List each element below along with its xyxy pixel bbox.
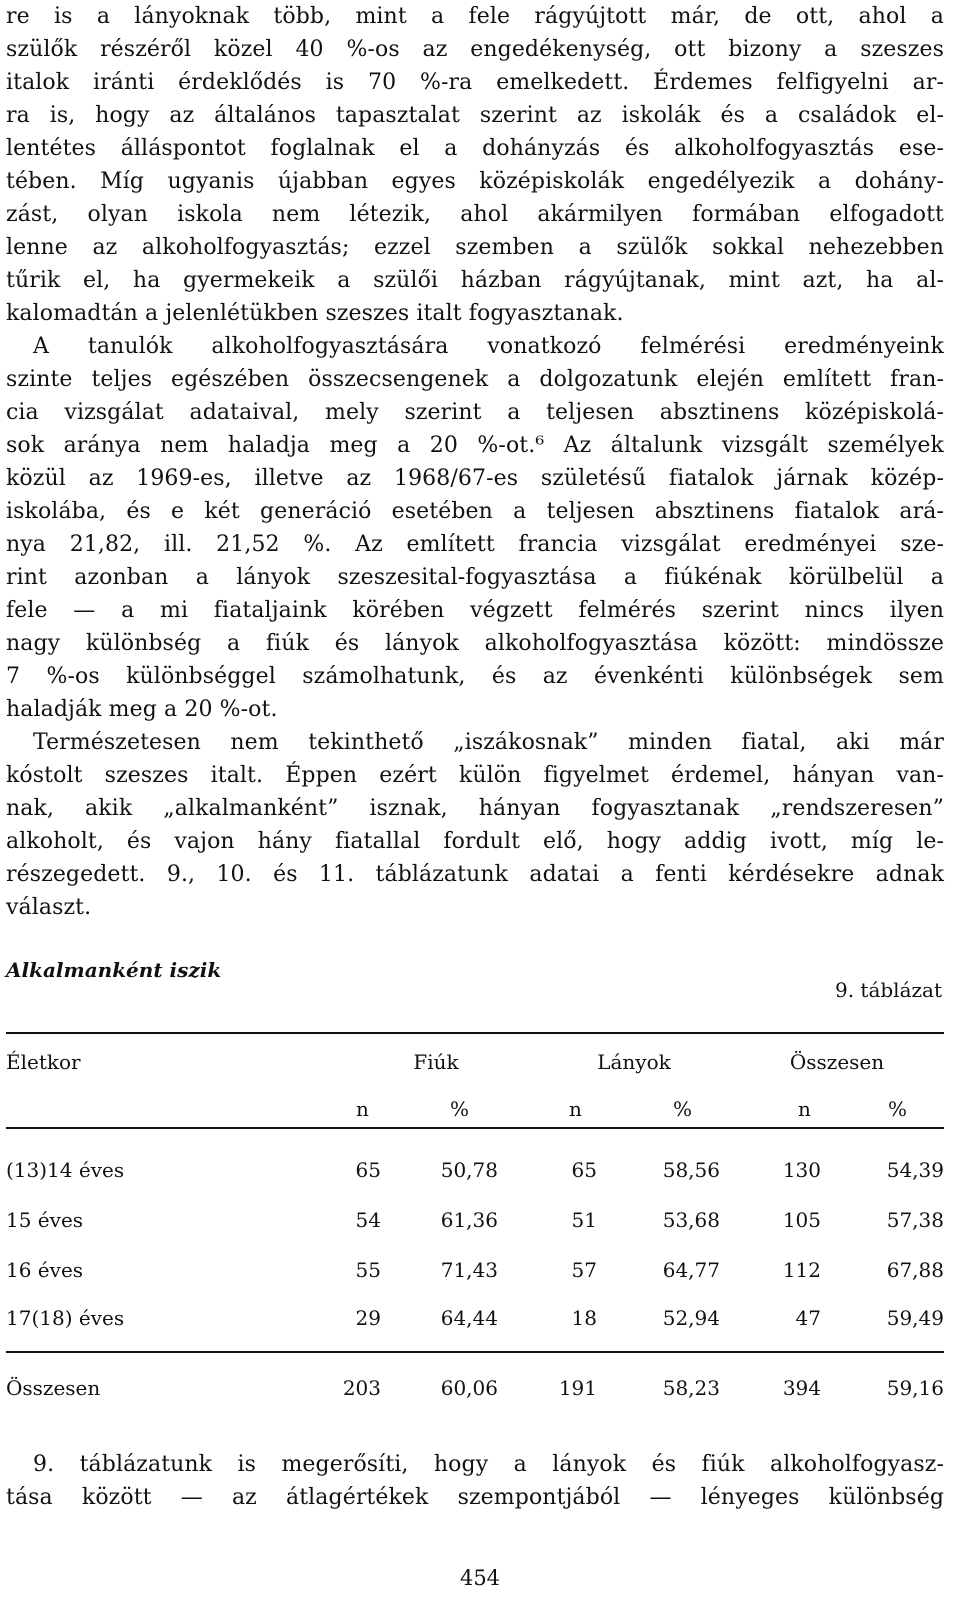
table-cell: 57 (571, 1258, 597, 1282)
text-line: ra is, hogy az általános tapasztalat szerint az iskolák és a családok el- (6, 103, 944, 128)
row-label: (13)14 éves (6, 1158, 125, 1182)
text-line: tása között — az átlagértékek szempontjából — lényeges különbség (6, 1485, 944, 1510)
text-line: nak, akik „alkalmanként” isznak, hányan fogyasztanak „rendszeresen” (6, 796, 944, 821)
table-cell: 59,49 (886, 1306, 944, 1330)
table-cell: 58,56 (662, 1158, 720, 1182)
text-line: rint azonban a lányok szeszesital-fogyasztása a fiúkénak körülbelül a (6, 565, 944, 590)
header-sub-n: n (569, 1097, 582, 1121)
row-label: 15 éves (6, 1208, 84, 1232)
table-header-rule (6, 1127, 944, 1129)
table-top-rule (6, 1032, 944, 1034)
text-line: közül az 1969-es, illetve az 1968/67-es születésű fiatalok járnak közép- (6, 466, 944, 491)
table-cell: 112 (782, 1258, 821, 1282)
paragraph-3 (6, 726, 944, 924)
text-line: A tanulók alkoholfogyasztására vonatkozó felmérési eredményeink (33, 334, 944, 359)
text-line: szinte teljes egészében összecsengenek a dolgozatunk elején említett fran- (6, 367, 944, 392)
total-cell: 394 (782, 1376, 821, 1400)
paragraph-2 (6, 330, 944, 726)
header-sub-pct: % (888, 1097, 908, 1121)
table-cell: 65 (571, 1158, 597, 1182)
text-line: kalomadtán a jelenlétükben szeszes italt fogyasztanak. (6, 301, 624, 326)
header-sub-n: n (798, 1097, 811, 1121)
table-cell: 52,94 (662, 1306, 720, 1330)
table-cell: 67,88 (886, 1258, 944, 1282)
text-line: nagy különbség a fiúk és lányok alkoholfogyasztása között: mindössze (6, 631, 944, 656)
text-line: cia vizsgálat adataival, mely szerint a teljesen absztinens középiskolá- (6, 400, 944, 425)
text-line: haladják meg a 20 %-ot. (6, 697, 278, 722)
table-cell: 130 (782, 1158, 821, 1182)
table-cell: 18 (571, 1306, 597, 1330)
table-cell: 29 (355, 1306, 381, 1330)
text-line: sok aránya nem haladja meg a 20 %-ot.⁶ Az általunk vizsgált személyek (6, 433, 944, 458)
table-cell: 71,43 (440, 1258, 498, 1282)
table-cell: 47 (795, 1306, 821, 1330)
total-cell: 203 (342, 1376, 381, 1400)
table-cell: 51 (571, 1208, 597, 1232)
header-sub-pct: % (450, 1097, 470, 1121)
text-line: lenne az alkoholfogyasztás; ezzel szemben a szülők sokkal nehezebben (6, 235, 944, 260)
table-cell: 50,78 (440, 1158, 498, 1182)
total-cell: 191 (558, 1376, 597, 1400)
table-cell: 64,77 (662, 1258, 720, 1282)
header-sub-n: n (356, 1097, 369, 1121)
text-line: zást, olyan iskola nem létezik, ahol akármilyen formában elfogadott (6, 202, 944, 227)
table-caption: Alkalmanként iszik (6, 958, 222, 982)
text-line: fele — a mi fiataljaink körében végzett felmérés szerint nincs ilyen (6, 598, 944, 623)
text-line: tében. Míg ugyanis újabban egyes középiskolák engedélyezik a dohány- (6, 169, 944, 194)
text-line: részegedett. 9., 10. és 11. táblázatunk adatai a fenti kérdésekre adnak (6, 862, 944, 887)
total-cell: 59,16 (886, 1376, 944, 1400)
text-line: 9. táblázatunk is megerősíti, hogy a lányok és fiúk alkoholfogyasz- (33, 1452, 944, 1477)
text-line: kóstolt szeszes italt. Éppen ezért külön figyelmet érdemel, hányan van- (6, 763, 944, 788)
total-cell: 58,23 (662, 1376, 720, 1400)
table-cell: 55 (355, 1258, 381, 1282)
table-number: 9. táblázat (834, 978, 942, 1002)
table-cell: 54,39 (886, 1158, 944, 1182)
total-label: Összesen (6, 1376, 101, 1400)
page-number: 454 (459, 1566, 501, 1590)
row-label: 16 éves (6, 1258, 84, 1282)
text-line: re is a lányoknak több, mint a fele rágyújtott már, de ott, ahol a (6, 4, 944, 29)
table-cell: 64,44 (440, 1306, 498, 1330)
text-line: tűrik el, ha gyermekeik a szülői házban rágyújtanak, mint azt, ha al- (6, 268, 944, 293)
text-line: nya 21,82, ill. 21,52 %. Az említett francia vizsgálat eredményei sze- (6, 532, 944, 557)
table-cell: 54 (355, 1208, 381, 1232)
table-cell: 65 (355, 1158, 381, 1182)
paragraph-1 (6, 0, 944, 330)
table-cell: 57,38 (886, 1208, 944, 1232)
text-line: alkoholt, és vajon hány fiatallal fordult elő, hogy addig ivott, míg le- (6, 829, 944, 854)
text-line: italok iránti érdeklődés is 70 %-ra emelkedett. Érdemes felfigyelni ar- (6, 70, 944, 95)
table-cell: 61,36 (440, 1208, 498, 1232)
table-cell: 53,68 (662, 1208, 720, 1232)
row-label: 17(18) éves (6, 1306, 125, 1330)
text-line: iskolába, és e két generáció esetében a teljesen absztinens fiatalok ará- (6, 499, 944, 524)
text-line: választ. (6, 895, 92, 920)
paragraph-4 (6, 1448, 944, 1514)
header-group-total: Összesen (789, 1050, 885, 1074)
header-sub-pct: % (673, 1097, 693, 1121)
total-cell: 60,06 (440, 1376, 498, 1400)
text-line: 7 %-os különbséggel számolhatunk, és az évenkénti különbségek sem (6, 664, 944, 689)
header-age: Életkor (6, 1050, 81, 1074)
text-line: Természetesen nem tekinthető „iszákosnak” minden fiatal, aki már (33, 730, 944, 755)
header-group-girls: Lányok (597, 1050, 671, 1074)
table-cell: 105 (782, 1208, 821, 1232)
table-total-rule (6, 1351, 944, 1353)
text-line: lentétes álláspontot foglalnak el a dohányzás és alkoholfogyasztás ese- (6, 136, 944, 161)
text-line: szülők részéről közel 40 %-os az engedékenység, ott bizony a szeszes (6, 37, 944, 62)
header-group-boys: Fiúk (413, 1050, 459, 1074)
